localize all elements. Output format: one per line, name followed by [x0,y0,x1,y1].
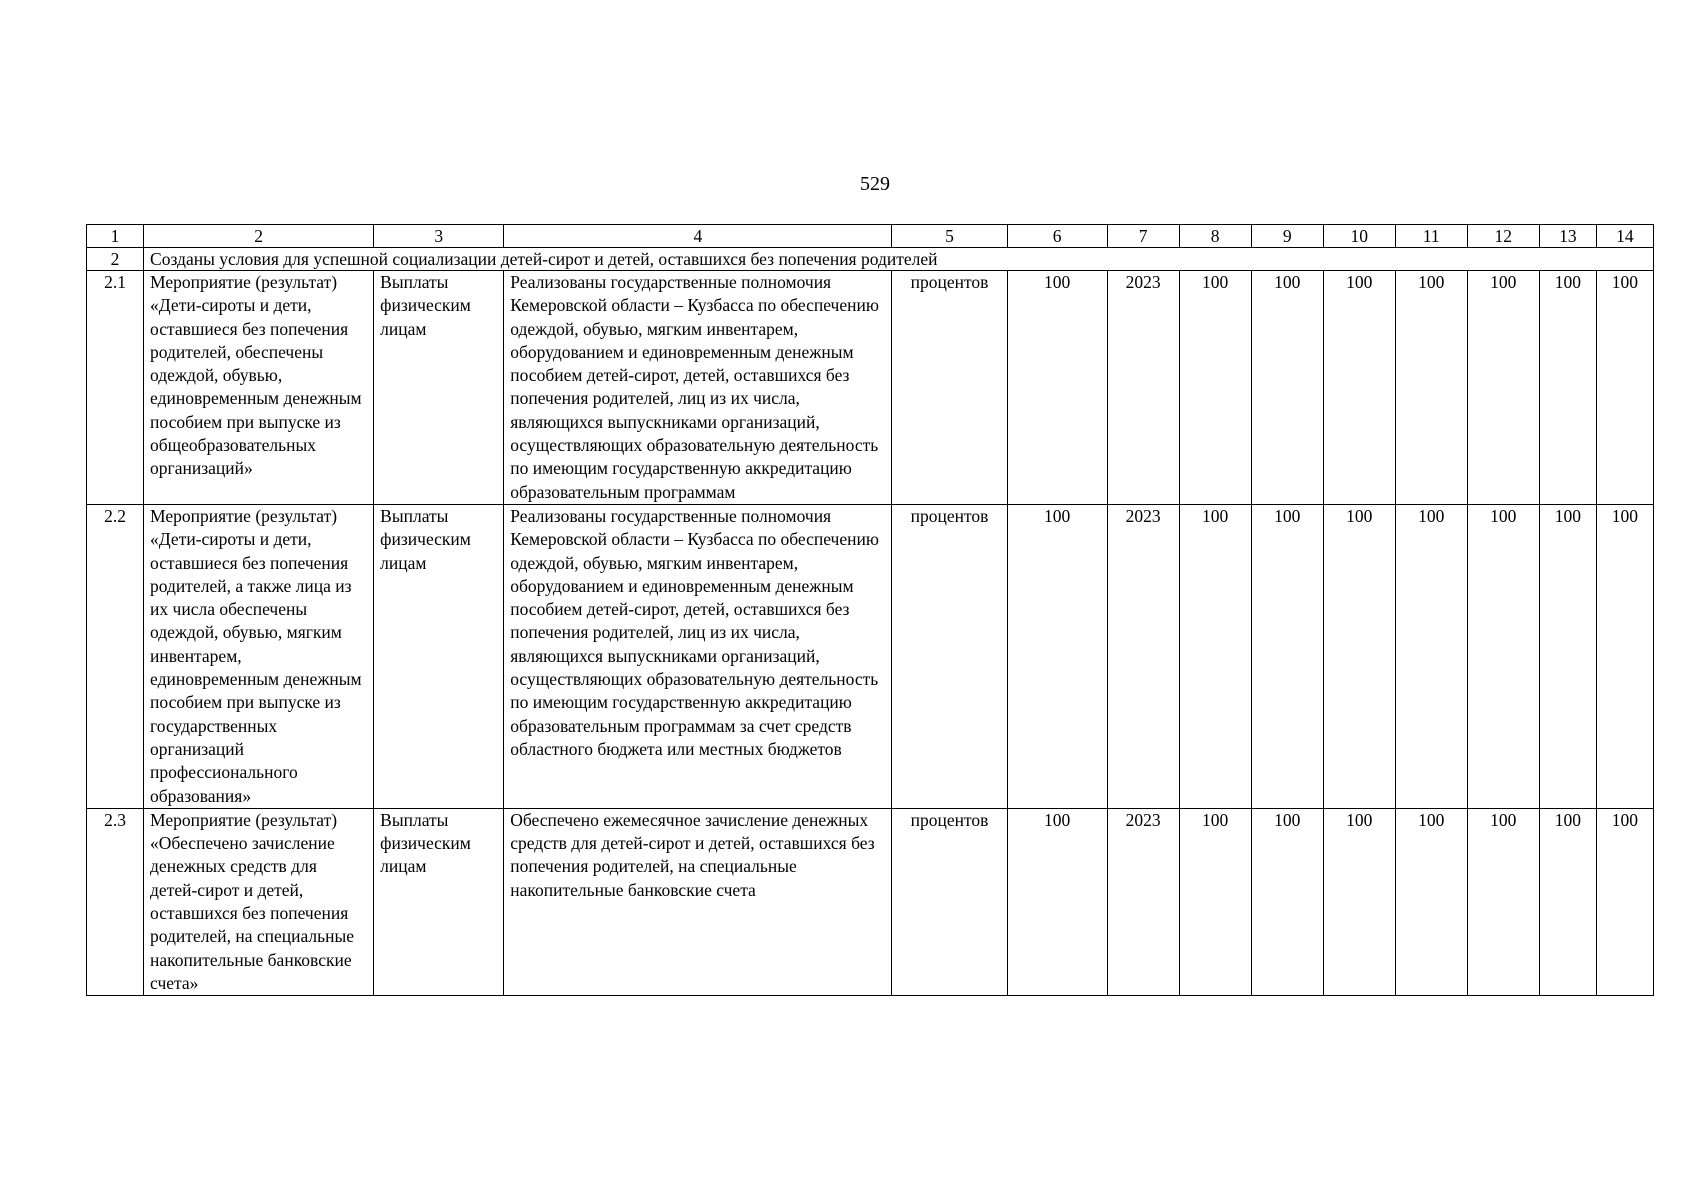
table-header-row [87,225,1654,248]
row-value: 100 [1596,504,1653,808]
row-unit: процентов [892,808,1007,995]
row-value: 100 [1179,504,1251,808]
header-cell: 12 [1467,225,1539,248]
row-value: 100 [1539,504,1596,808]
row-value: 100 [1251,808,1323,995]
row-description: Реализованы государственные полномочия Кемеровской области – Кузбасса по обеспечению одеждой, обувью, мягким инвентарем, оборудованием и единовременным денежным пособием детей-сирот, детей, оставшихся без попечения родителей, лиц из их числа, являющихся выпускниками организаций, осуществляющих образовательную деятельность по имеющим государственную аккредитацию образовательным программам за счет средств областного бюджета или местных бюджетов [504,504,892,808]
row-name: Мероприятие (результат) «Дети-сироты и дети, оставшиеся без попечения родителей, а также лица из их числа обеспечены одеждой, обувью, мягким инвентарем, единовременным денежным пособием при выпуске из государственных организаций профессионального образования» [144,504,374,808]
row-number: 2.3 [87,808,144,995]
row-value: 100 [1596,271,1653,505]
header-cell: 11 [1395,225,1467,248]
row-value: 100 [1395,271,1467,505]
row-base-year: 2023 [1107,504,1179,808]
header-cell: 4 [504,225,892,248]
row-unit: процентов [892,504,1007,808]
header-cell: 2 [144,225,374,248]
header-cell: 14 [1596,225,1653,248]
row-value: 100 [1467,808,1539,995]
header-cell: 8 [1179,225,1251,248]
section-number: 2 [87,248,144,271]
header-cell: 3 [374,225,504,248]
row-value: 100 [1251,271,1323,505]
row-name: Мероприятие (результат) «Дети-сироты и дети, оставшиеся без попечения родителей, обеспечены одеждой, обувью, единовременным денежным пособием при выпуске из общеобразовательных организаций» [144,271,374,505]
row-value: 100 [1179,271,1251,505]
row-description: Реализованы государственные полномочия Кемеровской области – Кузбасса по обеспечению одеждой, обувью, мягким инвентарем, оборудованием и единовременным денежным пособием детей-сирот, детей, оставшихся без попечения родителей, лиц из их числа, являющихся выпускниками организаций, осуществляющих образовательную деятельность по имеющим государственную аккредитацию образовательным программам [504,271,892,505]
page-number: 529 [860,173,890,195]
row-value: 100 [1323,504,1395,808]
header-cell: 13 [1539,225,1596,248]
header-cell: 6 [1007,225,1107,248]
row-base-year: 2023 [1107,271,1179,505]
row-value: 100 [1395,504,1467,808]
row-value: 100 [1323,271,1395,505]
row-value: 100 [1539,271,1596,505]
header-cell: 1 [87,225,144,248]
row-name: Мероприятие (результат) «Обеспечено зачисление денежных средств для детей-сирот и детей, оставшихся без попечения родителей, на специальные накопительные банковские счета» [144,808,374,995]
row-value: 100 [1395,808,1467,995]
header-cell: 7 [1107,225,1179,248]
row-number: 2.2 [87,504,144,808]
row-base-value: 100 [1007,504,1107,808]
row-value: 100 [1251,504,1323,808]
table-row [87,504,1654,808]
row-base-value: 100 [1007,808,1107,995]
row-value: 100 [1596,808,1653,995]
section-row [87,248,1654,271]
row-base-year: 2023 [1107,808,1179,995]
row-base-value: 100 [1007,271,1107,505]
row-type: Выплаты физическим лицам [374,504,504,808]
row-value: 100 [1539,808,1596,995]
header-cell: 10 [1323,225,1395,248]
row-value: 100 [1323,808,1395,995]
row-type: Выплаты физическим лицам [374,271,504,505]
row-value: 100 [1179,808,1251,995]
row-value: 100 [1467,271,1539,505]
header-cell: 5 [892,225,1007,248]
row-type: Выплаты физическим лицам [374,808,504,995]
table-row [87,271,1654,505]
table-row [87,808,1654,995]
row-description: Обеспечено ежемесячное зачисление денежных средств для детей-сирот и детей, оставшихся без попечения родителей, на специальные накопительные банковские счета [504,808,892,995]
row-number: 2.1 [87,271,144,505]
row-value: 100 [1467,504,1539,808]
indicators-table [86,224,1654,996]
section-title: Созданы условия для успешной социализации детей-сирот и детей, оставшихся без попечения родителей [144,248,1654,271]
row-unit: процентов [892,271,1007,505]
header-cell: 9 [1251,225,1323,248]
